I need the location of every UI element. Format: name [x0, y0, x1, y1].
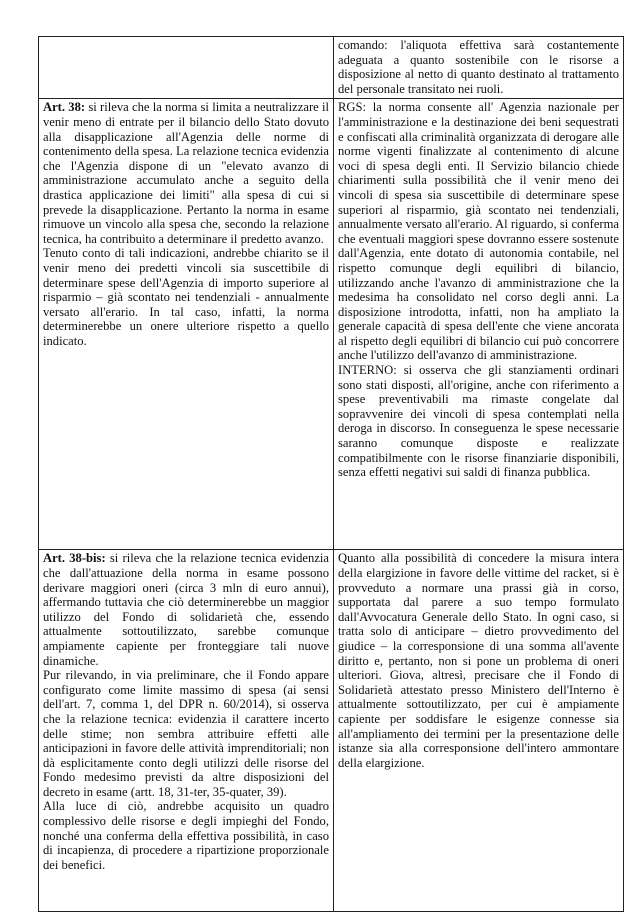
cell-paragraph: comando: l'aliquota effettiva sarà costantemente adeguata a quanto sostenibile con le risorse a disposizione al netto di quanto destinato al trattamento del personale transitato nei ruoli.: [338, 38, 619, 96]
article-label: Art. 38-bis:: [43, 551, 106, 566]
cell-paragraph: [43, 551, 329, 668]
paragraph-text: si rileva che la relazione tecnica evidenzia che dall'attuazione della norma in esame possono derivare maggiori oneri (circa 3 mln di euro annui), affermando tuttavia che ciò determinerebbe un maggior utilizzo del Fondo di solidarietà che, essendo attualmente sottoutilizzato, sarebbe comunque ampiamente capiente per fronteggiare tali nuove dinamiche.: [43, 551, 330, 668]
cell-paragraph: Tenuto conto di tali indicazioni, andrebbe chiarito se il venir meno dei predetti vincoli sia suscettibile di determinare spese dell'Agenzia di importo superiore al risparmio – già scontato nei tendenziali - annualmente versato all'erario. In tal caso, infatti, la norma determinerebbe un onere ulteriore rispetto a quello indicato.: [43, 246, 329, 348]
right-cell: [334, 37, 624, 99]
cell-paragraph: Pur rilevando, in via preliminare, che il Fondo appare configurato come limite massimo di spesa (ai sensi dell'art. 7, comma 1, del DPR n. 60/2014), si osserva che la relazione tecnica: evidenzia il carattere incerto delle stime; non sembra attribuire effetti alle anticipazioni in favore delle attività imprenditoriali; non dà esplicitamente conto degli utilizzi delle risorse del Fondo medesimo previsti da altre disposizioni del decreto in esame (artt. 18, 31-ter, 35-quater, 39).: [43, 668, 329, 799]
left-cell: [39, 550, 334, 912]
article-label: Art. 38:: [43, 100, 86, 115]
cell-paragraph: RGS: la norma consente all' Agenzia nazionale per l'amministrazione e la destinazione dei beni sequestrati e confiscati alla criminalità organizzata di derogare alle norme vigenti finalizzate al contenimento di alcune voci di spesa degli enti. Il Servizio bilancio chiede chiarimenti sulla possibilità che il venir meno dei vincoli di spesa sia suscettibile di determinare spese superiori al risparmio, già scontato nei tendenziali, annualmente versato all'erario. Al riguardo, si conferma che eventuali maggiori spese dovranno essere sostenute dall'Agenzia, ente dotato di autonomia contabile, nel rispetto comunque degli equilibri di bilancio, utilizzando anche l'avanzo di amministrazione che la medesima ha consolidato nel corso degli anni. La disposizione introdotta, infatti, non ha ampliato la generale capacità di spesa dell'ente che viene ancorata al rispetto degli equilibri di bilancio cui può concorrere anche l'utilizzo dell'avanzo di amministrazione.: [338, 100, 619, 363]
table-row: [39, 37, 624, 99]
left-cell: [39, 99, 334, 550]
right-cell: [334, 99, 624, 550]
cell-paragraph: Quanto alla possibilità di concedere la misura intera della elargizione in favore delle vittime del racket, si è provveduto a normare una prassi già in corso, supportata dal parere a suo tempo formulato dall'Avvocatura Generale dello Stato. In ogni caso, si tratta solo di anticipare – dietro provvedimento del giudice – la corresponsione di una somma all'avente diritto e, pertanto, non si pone un problema di oneri ulteriori. Giova, altresì, precisare che il Fondo di Solidarietà attestato presso Ministero dell'Interno è attualmente sottoutilizzato, per cui è ampiamente capiente per soddisfare le esigenze connesse sia all'ampliamento dei termini per la presentazione delle istanze sia alla corresponsione dell'intero ammontare della elargizione.: [338, 551, 619, 770]
cell-paragraph: [43, 100, 329, 246]
cell-paragraph: Alla luce di ciò, andrebbe acquisito un quadro complessivo delle risorse e degli impieghi del Fondo, nonché una conferma della effettiva possibilità, in caso di incapienza, di procedere a ripartizione proporzionale dei benefici.: [43, 799, 329, 872]
cell-paragraph: INTERNO: si osserva che gli stanziamenti ordinari sono stati disposti, all'origine, anche con riferimento a spese preventivabili ma rimaste congelate dal sopravvenire dei vincoli di spesa contemplati nella deroga in discorso. In conseguenza le spese necessarie saranno comunque disposte e realizzate compatibilmente con le risorse finanziarie disponibili, senza effetti negativi sui saldi di finanza pubblica.: [338, 363, 619, 480]
table-row: [39, 99, 624, 550]
right-cell: [334, 550, 624, 912]
paragraph-text: si rileva che la norma si limita a neutralizzare il venir meno di entrate per il bilancio dello Stato dovuto alla disapplicazione all'Agenzia delle norme di contenimento della spesa. La relazione tecnica evidenzia che l'Agenzia dispone di un "elevato avanzo di amministrazione accumulato anche a seguito della drastica applicazione dei limiti" alla spesa di cui si prevede la disapplicazione. Pertanto la norma in esame rimuove un vincolo alla spesa che, secondo la relazione tecnica, ha contribuito a determinare il predetto avanzo.: [43, 100, 329, 246]
left-cell-empty: [39, 37, 334, 99]
comparison-table: [38, 36, 624, 912]
table-row: [39, 550, 624, 912]
